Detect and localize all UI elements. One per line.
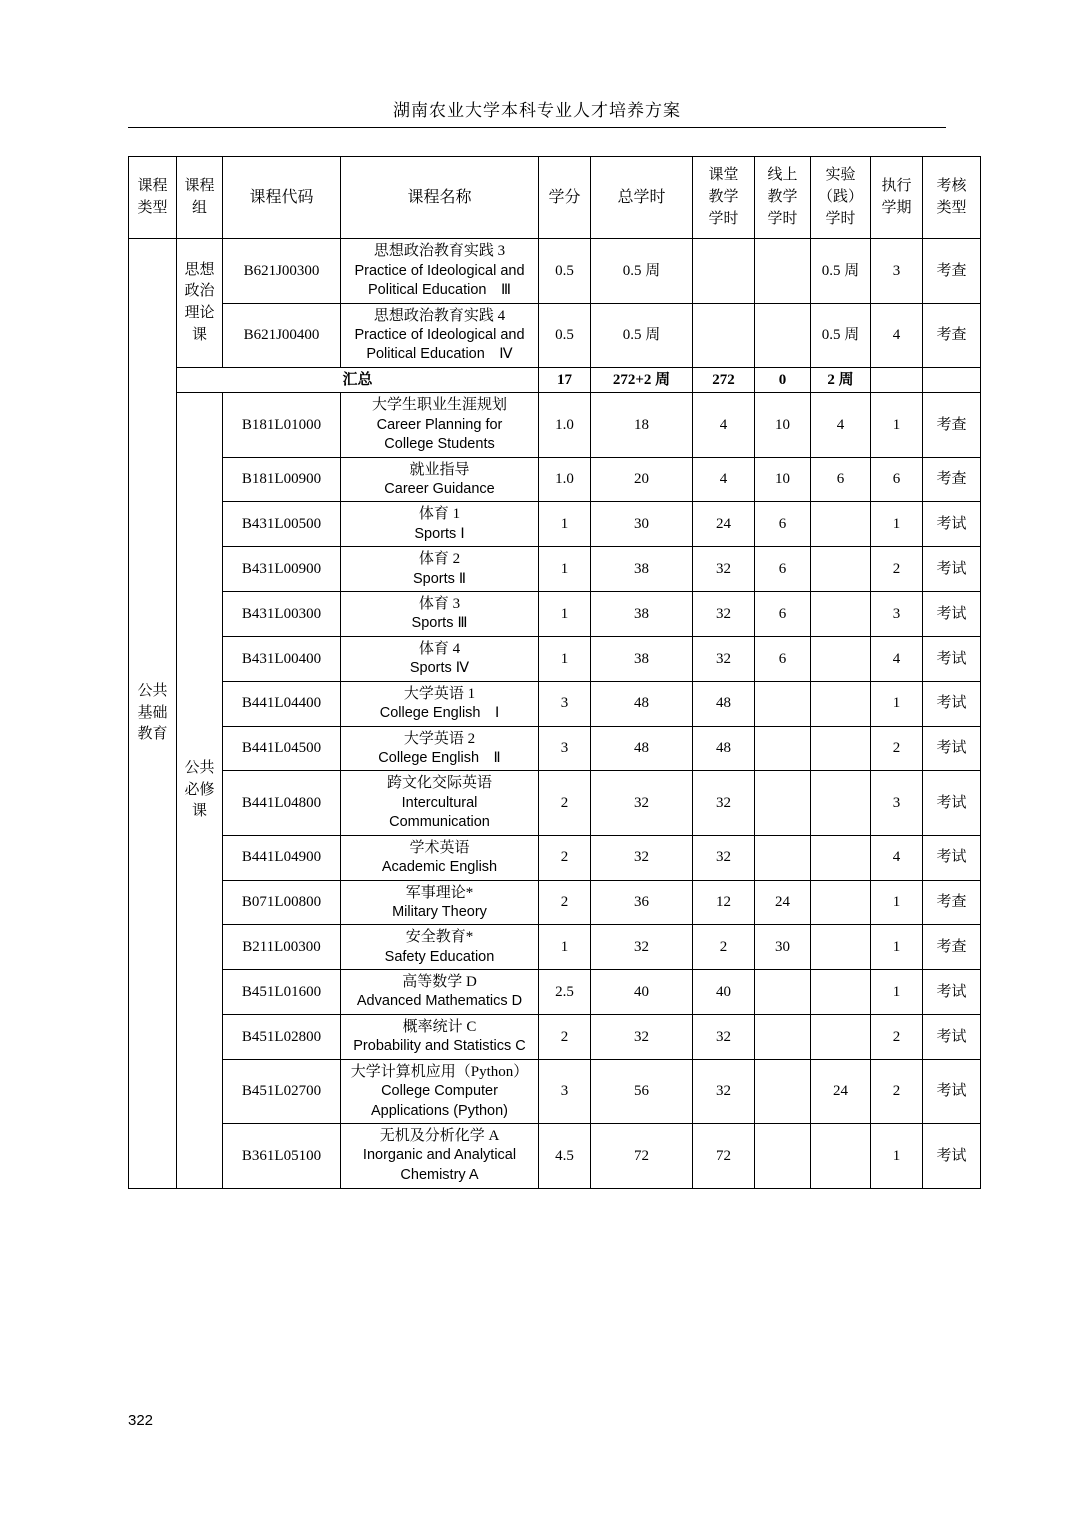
course-total-hours: 38: [591, 592, 693, 637]
column-header-term-line1: 执行: [881, 177, 912, 194]
column-header-credit: 学分: [539, 157, 591, 239]
column-header-assessment-line2: 类型: [936, 199, 967, 216]
course-class-hours: 48: [693, 681, 755, 726]
course-experiment-hours: 6: [811, 457, 871, 502]
course-type-line3: 教育: [137, 726, 168, 743]
table-row: [129, 239, 981, 303]
course-code: B361L05100: [223, 1124, 341, 1188]
table-row: [129, 303, 981, 367]
course-online-hours: [755, 1059, 811, 1123]
course-online-hours: [755, 771, 811, 835]
column-header-online-hours-line3: 学时: [767, 210, 798, 227]
course-name-en-1: Intercultural: [401, 794, 478, 811]
course-term: 3: [871, 592, 923, 637]
course-term: 2: [871, 547, 923, 592]
course-class-hours: 72: [693, 1124, 755, 1188]
course-name-en-1: College English Ⅱ: [378, 749, 501, 766]
course-online-hours: [755, 726, 811, 771]
course-online-hours: 24: [755, 880, 811, 925]
course-code: B431L00300: [223, 592, 341, 637]
course-name: [341, 771, 539, 835]
course-experiment-hours: [811, 970, 871, 1015]
course-term: 1: [871, 925, 923, 970]
course-name-cn: 跨文化交际英语: [386, 775, 492, 792]
course-total-hours: 32: [591, 1014, 693, 1059]
course-name: [341, 303, 539, 367]
course-credit: 0.5: [539, 239, 591, 303]
course-total-hours: 48: [591, 726, 693, 771]
course-term: 1: [871, 393, 923, 457]
column-header-class-hours: [693, 157, 755, 239]
course-name-cn: 学术英语: [409, 839, 470, 856]
course-total-hours: 30: [591, 502, 693, 547]
course-class-hours: 4: [693, 457, 755, 502]
course-term: 1: [871, 681, 923, 726]
course-name-en-1: Safety Education: [384, 948, 495, 965]
course-credit: 3: [539, 1059, 591, 1123]
column-header-class-hours-line1: 课堂: [708, 167, 739, 183]
course-name-en-2: Communication: [389, 814, 490, 831]
course-name-cn: 大学英语 1: [403, 685, 476, 702]
course-name: [341, 502, 539, 547]
course-term: 3: [871, 771, 923, 835]
column-header-term-line2: 学期: [881, 199, 912, 216]
column-header-class-hours-line2: 教学: [708, 188, 739, 205]
course-name-en-2: College Students: [384, 436, 495, 453]
column-header-assessment: [923, 157, 981, 239]
course-code: B451L02800: [223, 1014, 341, 1059]
course-assessment: 考试: [923, 726, 981, 771]
course-term: 2: [871, 726, 923, 771]
course-credit: 1: [539, 636, 591, 681]
curriculum-table: [128, 156, 981, 1189]
course-online-hours: 6: [755, 636, 811, 681]
course-term: 1: [871, 970, 923, 1015]
course-code: B431L00500: [223, 502, 341, 547]
course-name-cn: 体育 1: [418, 506, 461, 523]
course-name: [341, 1014, 539, 1059]
course-total-hours: 32: [591, 771, 693, 835]
course-group-political-line4: 课: [191, 326, 207, 343]
course-term: 4: [871, 303, 923, 367]
course-name-en-1: Practice of Ideological and: [354, 326, 525, 343]
page-number: 322: [128, 1412, 154, 1429]
course-experiment-hours: [811, 835, 871, 880]
course-assessment: 考查: [923, 239, 981, 303]
column-header-experiment-hours: [811, 157, 871, 239]
summary-total-hours: 272+2 周: [591, 368, 693, 393]
course-class-hours: 40: [693, 970, 755, 1015]
column-header-assessment-line1: 考核: [936, 177, 967, 194]
course-experiment-hours: [811, 726, 871, 771]
course-name-en-1: Practice of Ideological and: [354, 262, 525, 279]
summary-credit: 17: [539, 368, 591, 393]
column-header-class-hours-line3: 学时: [708, 210, 739, 227]
course-total-hours: 0.5 周: [591, 239, 693, 303]
column-header-group-line2: 组: [191, 199, 207, 216]
table-row: [129, 681, 981, 726]
course-name-en-1: Academic English: [381, 858, 498, 875]
summary-assessment: [923, 368, 981, 393]
course-experiment-hours: [811, 771, 871, 835]
course-name-en-1: Career Planning for: [376, 416, 503, 433]
course-credit: 1: [539, 925, 591, 970]
page-header: [128, 96, 946, 121]
course-assessment: 考查: [923, 925, 981, 970]
course-name-en-1: Sports Ⅳ: [409, 660, 470, 677]
course-type-line1: 公共: [137, 682, 168, 699]
course-name-en-2: Applications (Python): [370, 1102, 508, 1119]
course-experiment-hours: [811, 636, 871, 681]
course-experiment-hours: [811, 880, 871, 925]
header-divider: [128, 127, 946, 128]
course-group-public-line2: 必修: [184, 781, 215, 798]
course-name-cn: 体育 3: [418, 596, 461, 613]
course-class-hours: 48: [693, 726, 755, 771]
course-code: B451L02700: [223, 1059, 341, 1123]
course-name: [341, 547, 539, 592]
table-row: [129, 726, 981, 771]
course-total-hours: 48: [591, 681, 693, 726]
course-class-hours: 24: [693, 502, 755, 547]
course-online-hours: 6: [755, 592, 811, 637]
table-row: [129, 393, 981, 457]
column-header-group-line1: 课程: [184, 177, 215, 194]
course-term: 1: [871, 880, 923, 925]
course-name-en-2: Political Education Ⅳ: [366, 346, 513, 363]
course-class-hours: 32: [693, 771, 755, 835]
course-assessment: 考试: [923, 1124, 981, 1188]
course-name-cn: 思想政治教育实践 3: [373, 243, 506, 260]
course-total-hours: 36: [591, 880, 693, 925]
course-code: B621J00400: [223, 303, 341, 367]
course-name-cn: 军事理论*: [405, 884, 474, 901]
table-row: [129, 1059, 981, 1123]
course-total-hours: 38: [591, 547, 693, 592]
course-experiment-hours: [811, 925, 871, 970]
course-class-hours: 32: [693, 592, 755, 637]
table-row: [129, 880, 981, 925]
course-assessment: 考查: [923, 393, 981, 457]
course-experiment-hours: 0.5 周: [811, 239, 871, 303]
course-online-hours: [755, 1124, 811, 1188]
course-online-hours: [755, 1014, 811, 1059]
column-header-experiment-hours-line3: 学时: [825, 210, 856, 227]
course-class-hours: 2: [693, 925, 755, 970]
course-name: [341, 1059, 539, 1123]
course-assessment: 考试: [923, 771, 981, 835]
course-total-hours: 56: [591, 1059, 693, 1123]
course-name-en-1: Career Guidance: [384, 480, 495, 497]
course-term: 6: [871, 457, 923, 502]
column-header-type-line1: 课程: [137, 177, 168, 194]
course-term: 4: [871, 835, 923, 880]
course-class-hours: 12: [693, 880, 755, 925]
course-class-hours: [693, 303, 755, 367]
table-row: [129, 592, 981, 637]
course-term: 4: [871, 636, 923, 681]
summary-online-hours: 0: [755, 368, 811, 393]
table-row: [129, 547, 981, 592]
course-type-line2: 基础: [137, 704, 168, 721]
course-name: [341, 835, 539, 880]
course-group-political-line2: 政治: [184, 283, 215, 300]
course-term: 2: [871, 1014, 923, 1059]
course-name-en-1: Sports Ⅰ: [414, 525, 465, 542]
table-row: [129, 1124, 981, 1188]
course-name-cn: 大学计算机应用（Python）: [350, 1063, 529, 1080]
header-title: 湖南农业大学本科专业人才培养方案: [393, 101, 681, 120]
course-class-hours: 32: [693, 636, 755, 681]
course-group-public-line1: 公共: [184, 759, 215, 776]
course-name-en-2: Chemistry A: [400, 1166, 479, 1183]
course-name-en-1: Advanced Mathematics D: [356, 993, 523, 1010]
course-online-hours: [755, 681, 811, 726]
course-group-political-cell: [177, 239, 223, 368]
course-online-hours: 10: [755, 393, 811, 457]
course-credit: 3: [539, 726, 591, 771]
course-name: [341, 457, 539, 502]
course-credit: 1.0: [539, 457, 591, 502]
course-name: [341, 925, 539, 970]
course-credit: 1.0: [539, 393, 591, 457]
course-online-hours: 10: [755, 457, 811, 502]
column-header-type-line2: 类型: [137, 199, 168, 216]
course-class-hours: 32: [693, 547, 755, 592]
column-header-group: [177, 157, 223, 239]
table-row: [129, 502, 981, 547]
course-name: [341, 636, 539, 681]
course-assessment: 考试: [923, 681, 981, 726]
course-total-hours: 72: [591, 1124, 693, 1188]
table-row: [129, 835, 981, 880]
course-name-cn: 体育 4: [418, 640, 461, 657]
course-code: B441L04800: [223, 771, 341, 835]
course-name: [341, 970, 539, 1015]
course-credit: 4.5: [539, 1124, 591, 1188]
course-name-en-1: Military Theory: [392, 903, 487, 920]
course-name-cn: 高等数学 D: [402, 974, 477, 991]
course-code: B431L00400: [223, 636, 341, 681]
course-assessment: 考试: [923, 592, 981, 637]
course-name-en-2: Political Education Ⅲ: [368, 282, 511, 299]
course-assessment: 考试: [923, 835, 981, 880]
course-name: [341, 393, 539, 457]
summary-row: [129, 368, 981, 393]
table-row: [129, 457, 981, 502]
course-credit: 2: [539, 880, 591, 925]
column-header-online-hours-line1: 线上: [767, 167, 798, 183]
column-header-term: [871, 157, 923, 239]
course-total-hours: 18: [591, 393, 693, 457]
course-credit: 2: [539, 771, 591, 835]
course-online-hours: [755, 970, 811, 1015]
course-code: B441L04900: [223, 835, 341, 880]
course-assessment: 考试: [923, 502, 981, 547]
course-name-cn: 无机及分析化学 A: [379, 1128, 500, 1145]
course-online-hours: [755, 239, 811, 303]
course-assessment: 考试: [923, 1059, 981, 1123]
course-credit: 2: [539, 835, 591, 880]
table-header-row: [129, 157, 981, 239]
course-experiment-hours: [811, 592, 871, 637]
course-credit: 1: [539, 592, 591, 637]
column-header-online-hours-line2: 教学: [767, 188, 798, 205]
course-name-cn: 大学生职业生涯规划: [371, 397, 507, 414]
column-header-total-hours: 总学时: [591, 157, 693, 239]
course-credit: 2.5: [539, 970, 591, 1015]
course-code: B181L00900: [223, 457, 341, 502]
course-total-hours: 20: [591, 457, 693, 502]
course-name-cn: 就业指导: [409, 461, 470, 478]
course-name: [341, 681, 539, 726]
course-total-hours: 40: [591, 970, 693, 1015]
course-name: [341, 239, 539, 303]
course-name: [341, 880, 539, 925]
course-assessment: 考试: [923, 547, 981, 592]
course-code: B451L01600: [223, 970, 341, 1015]
table-row: [129, 636, 981, 681]
column-header-experiment-hours-line2: （践）: [817, 188, 863, 205]
course-assessment: 考查: [923, 303, 981, 367]
course-group-political-line1: 思想: [184, 261, 215, 278]
course-name-en-1: Probability and Statistics C: [353, 1038, 526, 1055]
course-term: 1: [871, 502, 923, 547]
column-header-type: [129, 157, 177, 239]
course-experiment-hours: [811, 681, 871, 726]
column-header-name: 课程名称: [341, 157, 539, 239]
course-total-hours: 32: [591, 925, 693, 970]
course-code: B431L00900: [223, 547, 341, 592]
course-name-cn: 安全教育*: [405, 929, 474, 946]
course-type-cell: [129, 239, 177, 1188]
course-assessment: 考查: [923, 457, 981, 502]
course-experiment-hours: [811, 1014, 871, 1059]
course-code: B621J00300: [223, 239, 341, 303]
course-code: B441L04400: [223, 681, 341, 726]
course-code: B441L04500: [223, 726, 341, 771]
course-class-hours: [693, 239, 755, 303]
course-name-en-1: Sports Ⅱ: [412, 570, 467, 587]
summary-class-hours: 272: [693, 368, 755, 393]
course-name: [341, 592, 539, 637]
course-name-cn: 体育 2: [418, 551, 461, 568]
summary-experiment-hours: 2 周: [811, 368, 871, 393]
table-row: [129, 925, 981, 970]
course-name-cn: 思想政治教育实践 4: [373, 307, 506, 324]
course-code: B071L00800: [223, 880, 341, 925]
course-total-hours: 0.5 周: [591, 303, 693, 367]
table-row: [129, 771, 981, 835]
course-name-en-1: Inorganic and Analytical: [362, 1147, 517, 1164]
course-experiment-hours: [811, 1124, 871, 1188]
course-credit: 2: [539, 1014, 591, 1059]
course-experiment-hours: 4: [811, 393, 871, 457]
course-credit: 0.5: [539, 303, 591, 367]
course-name-cn: 大学英语 2: [403, 730, 476, 747]
course-name-en-1: Sports Ⅲ: [411, 615, 468, 632]
column-header-experiment-hours-line1: 实验: [825, 167, 856, 183]
course-code: B181L01000: [223, 393, 341, 457]
course-class-hours: 32: [693, 1014, 755, 1059]
course-term: 3: [871, 239, 923, 303]
course-assessment: 考查: [923, 880, 981, 925]
course-term: 2: [871, 1059, 923, 1123]
course-group-political-line3: 理论: [184, 305, 215, 322]
column-header-online-hours: [755, 157, 811, 239]
course-class-hours: 32: [693, 1059, 755, 1123]
course-name: [341, 726, 539, 771]
course-total-hours: 38: [591, 636, 693, 681]
course-class-hours: 4: [693, 393, 755, 457]
summary-label: 汇总: [177, 368, 539, 393]
course-term: 1: [871, 1124, 923, 1188]
course-online-hours: [755, 303, 811, 367]
course-online-hours: 6: [755, 502, 811, 547]
course-group-public-line3: 课: [191, 803, 207, 820]
course-experiment-hours: 0.5 周: [811, 303, 871, 367]
summary-term: [871, 368, 923, 393]
course-experiment-hours: [811, 502, 871, 547]
table-row: [129, 1014, 981, 1059]
course-assessment: 考试: [923, 1014, 981, 1059]
course-online-hours: [755, 835, 811, 880]
course-assessment: 考试: [923, 636, 981, 681]
course-class-hours: 32: [693, 835, 755, 880]
course-online-hours: 30: [755, 925, 811, 970]
course-code: B211L00300: [223, 925, 341, 970]
course-credit: 1: [539, 547, 591, 592]
course-credit: 1: [539, 502, 591, 547]
course-name-en-1: College Computer: [381, 1083, 498, 1099]
course-name-cn: 概率统计 C: [402, 1018, 477, 1035]
course-experiment-hours: 24: [811, 1059, 871, 1123]
course-name: [341, 1124, 539, 1188]
table-row: [129, 970, 981, 1015]
course-experiment-hours: [811, 547, 871, 592]
column-header-code: 课程代码: [223, 157, 341, 239]
course-total-hours: 32: [591, 835, 693, 880]
course-group-public-cell: [177, 393, 223, 1188]
course-name-en-1: College English Ⅰ: [379, 704, 500, 721]
course-credit: 3: [539, 681, 591, 726]
course-online-hours: 6: [755, 547, 811, 592]
course-assessment: 考试: [923, 970, 981, 1015]
